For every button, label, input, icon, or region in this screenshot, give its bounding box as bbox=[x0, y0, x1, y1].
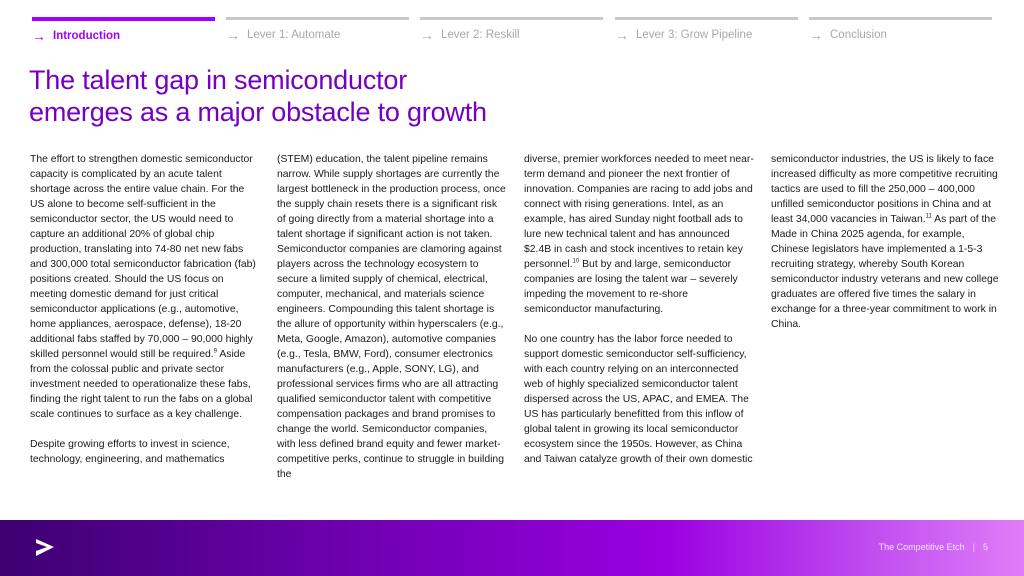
page-title-line-1: The talent gap in semiconductor bbox=[29, 65, 408, 95]
nav-tab-label: Conclusion bbox=[830, 29, 887, 41]
nav-progress-bar bbox=[809, 17, 992, 20]
arrow-right-icon: → bbox=[615, 27, 629, 43]
paragraph: semiconductor industries, the US is likely to face increased difficulty as more competitive recruiting tactics are used to fill the 250,000 – 400,000 unfilled semiconductor positions in China and at least 34,000 vacancies in Taiwan.$^{11}$ As part of the Made in China 2025 agenda, for example, Chinese legislators have implemented a 1-5-3 recruiting strategy, whereby South Korean semiconductor industry veterans and new college graduates are offered five times the salary in exchange for a three-year commitment to work in China. bbox=[771, 154, 999, 330]
arrow-right-icon: → bbox=[809, 27, 823, 43]
paragraph: No one country has the labor force needed to support domestic semiconductor self-sufficiency, with each country relying on an interconnected web of highly specialized semiconductor talent dispersed across the US, APAC, and EMEA. The US has particularly benefitted from this inflow of global talent in growing its local semiconductor ecosystem since the 1950s. However, as China and Taiwan catalyze growth of their own domestic bbox=[524, 334, 753, 465]
nav-progress-bar bbox=[420, 17, 603, 20]
section-nav bbox=[32, 17, 992, 47]
nav-tab-label: Lever 1: Automate bbox=[247, 29, 341, 41]
nav-tab-lever-2-reskill[interactable] bbox=[420, 17, 603, 47]
nav-tab-introduction[interactable] bbox=[32, 17, 215, 47]
body-column-3 bbox=[524, 152, 754, 467]
paragraph: The effort to strengthen domestic semiconductor capacity is complicated by an acute talent shortage across the entire value chain. For the US alone to become self-sufficient in the semiconductor sector, the US would need to capture an additional 20% of global chip production, translating into 74-80 net new fabs and 300,000 total semiconductor fabrication (fab) positions created. Should the US focus on meeting domestic demand for just critical semiconductor applications (e.g., automotive, home appliances, aerospace, defense), 18-20 additional fabs staffed by 70,000 – 90,000 highly skilled personnel would still be required.$^9$ Aside from the colossal public and private sector investment needed to operationalize these fabs, finding the right talent to run the fabs on a global scale continues to surface as a key challenge. bbox=[30, 154, 256, 420]
nav-tab-conclusion[interactable] bbox=[809, 17, 992, 47]
nav-progress-bar bbox=[226, 17, 409, 20]
page-title bbox=[29, 64, 487, 128]
page-title-line-2: emerges as a major obstacle to growth bbox=[29, 97, 487, 127]
arrow-right-icon: → bbox=[226, 27, 240, 43]
footer-info bbox=[879, 542, 988, 552]
paragraph: Despite growing efforts to invest in science, technology, engineering, and mathematics bbox=[30, 439, 230, 465]
arrow-right-icon: → bbox=[420, 27, 434, 43]
footnote-ref[interactable]: 10 bbox=[572, 258, 580, 265]
nav-tab-label: Lever 3: Grow Pipeline bbox=[636, 29, 753, 41]
arrow-right-icon: → bbox=[32, 28, 46, 44]
footnote-ref[interactable]: 11 bbox=[925, 213, 932, 220]
body-column-1 bbox=[30, 152, 260, 467]
publication-name: The Competitive Etch bbox=[878, 542, 965, 552]
body-column-2 bbox=[277, 152, 507, 482]
nav-tab-label: Lever 2: Reskill bbox=[441, 29, 520, 41]
nav-progress-bar bbox=[615, 17, 798, 20]
footnote-ref[interactable]: 9 bbox=[213, 348, 218, 355]
nav-tab-label: Introduction bbox=[53, 30, 121, 42]
page-number: 5 bbox=[982, 542, 988, 552]
nav-tab-lever-3-grow-pipeline[interactable] bbox=[615, 17, 798, 47]
body-column-4 bbox=[771, 152, 1001, 332]
nav-tab-lever-1-automate[interactable] bbox=[226, 17, 409, 47]
paragraph: (STEM) education, the talent pipeline remains narrow. While supply shortages are currently the largest bottleneck in the production process, once the supply chain resets there is a significant risk of going directly from a material shortage into a talent shortage if significant action is not taken. Semiconductor companies are clamoring against players across the technology ecosystem to secure a limited supply of chemical, electrical, computer, mechanical, and materials science engineers. Compounding this talent shortage is the allure of opportunity within hyperscalers (e.g., Meta, Google, Amazon), automotive companies (e.g., Tesla, BMW, Ford), consumer electronics manufacturers (e.g., Apple, SONY, LG), and professional services firms who are all attracting qualified semiconductor talent with competitive compensation packages and brand promises to change the world. Semiconductor companies, with less defined brand equity and fewer market-competitive perks, continue to struggle in building the bbox=[277, 154, 506, 480]
brand-logo-icon bbox=[34, 537, 56, 559]
footer-separator: | bbox=[972, 542, 975, 552]
footer-band bbox=[0, 520, 1024, 576]
nav-progress-bar bbox=[32, 17, 215, 21]
paragraph: diverse, premier workforces needed to meet near-term demand and pioneer the next frontier of innovation. Companies are racing to add jobs and connect with rising generations. Intel, as an example, has aired Sunday night football ads to lure new technical talent and has announced $2.4B in cash and stock incentives to retain key personnel.$^{10}$ But by and large, semiconductor companies are losing the talent war – severely impeding the movement to re-shore semiconductor manufacturing. bbox=[524, 154, 754, 315]
